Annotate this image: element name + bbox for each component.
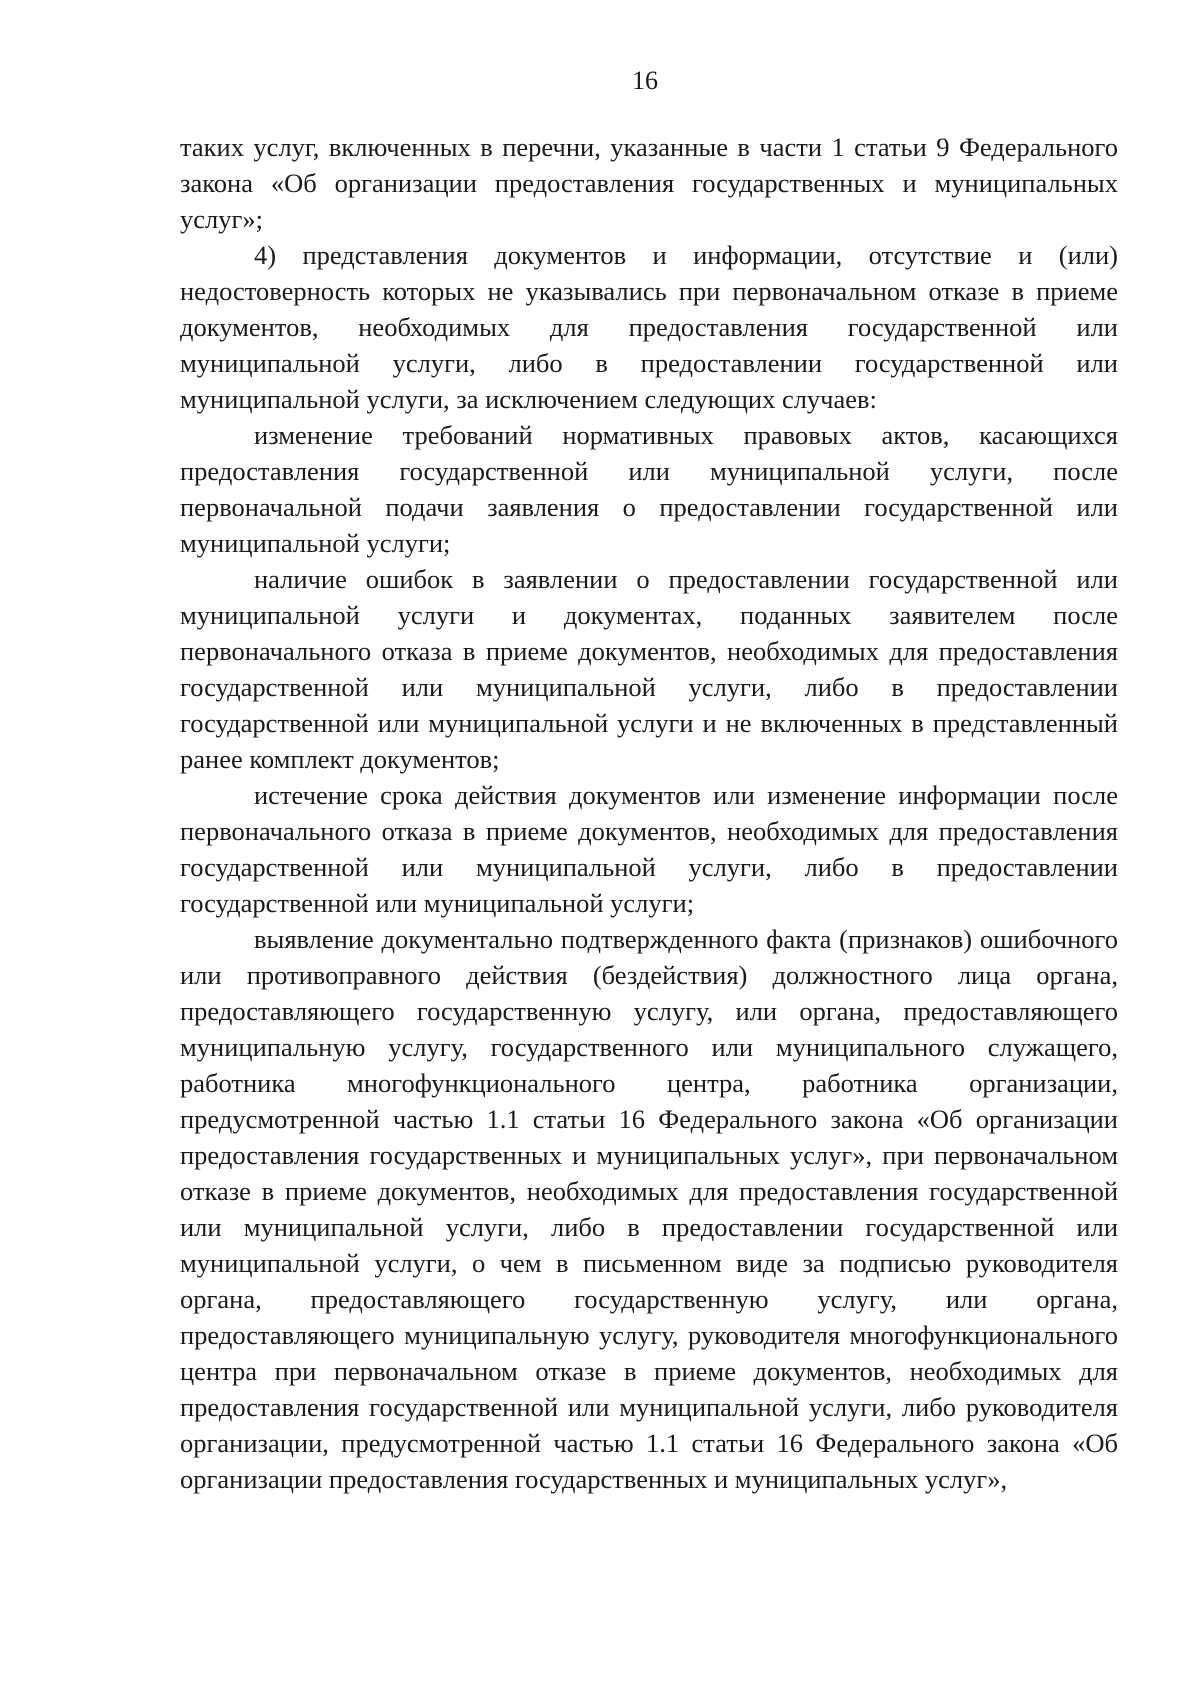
page-number: 16 bbox=[632, 66, 658, 95]
paragraph-continuation: таких услуг, включенных в перечни, указанные в части 1 статьи 9 Федерального закона «Об организации предоставления государственных и муниципальных услуг»; bbox=[180, 132, 1118, 234]
paragraph-item-4: 4) представления документов и информации, отсутствие и (или) недостоверность которых не указывались при первоначальном отказе в приеме документов, необходимых для предоставления государственной или муниципальной услуги, либо в предоставлении государственной или муниципальной услуги, за исключением следующих случаев: bbox=[180, 240, 1118, 414]
document-body bbox=[180, 129, 1118, 1497]
paragraph-case-erroneous-action: выявление документально подтвержденного факта (признаков) ошибочного или противоправного действия (бездействия) должностного лица органа, предоставляющего государственную услугу, или органа, предоставляющего муниципальную услугу, государственного или муниципального служащего, работника многофункционального центра, работника организации, предусмотренной частью 1.1 статьи 16 Федерального закона «Об организации предоставления государственных и муниципальных услуг», при первоначальном отказе в приеме документов, необходимых для предоставления государственной или муниципальной услуги, либо в предоставлении государственной или муниципальной услуги, о чем в письменном виде за подписью руководителя органа, предоставляющего государственную услугу, или органа, предоставляющего муниципальную услугу, руководителя многофункционального центра при первоначальном отказе в приеме документов, необходимых для предоставления государственной или муниципальной услуги, либо руководителя организации, предусмотренной частью 1.1 статьи 16 Федерального закона «Об организации предоставления государственных и муниципальных услуг», bbox=[180, 924, 1118, 1494]
paragraph-case-errors: наличие ошибок в заявлении о предоставлении государственной или муниципальной услуги и документах, поданных заявителем после первоначального отказа в приеме документов, необходимых для предоставления государственной или муниципальной услуги, либо в предоставлении государственной или муниципальной услуги и не включенных в представленный ранее комплект документов; bbox=[180, 564, 1118, 774]
paragraph-case-expiry: истечение срока действия документов или изменение информации после первоначального отказа в приеме документов, необходимых для предоставления государственной или муниципальной услуги, либо в предоставлении государственной или муниципальной услуги; bbox=[180, 780, 1118, 918]
paragraph-case-requirements-change: изменение требований нормативных правовых актов, касающихся предоставления государственной или муниципальной услуги, после первоначальной подачи заявления о предоставлении государственной или муниципальной услуги; bbox=[180, 420, 1118, 558]
